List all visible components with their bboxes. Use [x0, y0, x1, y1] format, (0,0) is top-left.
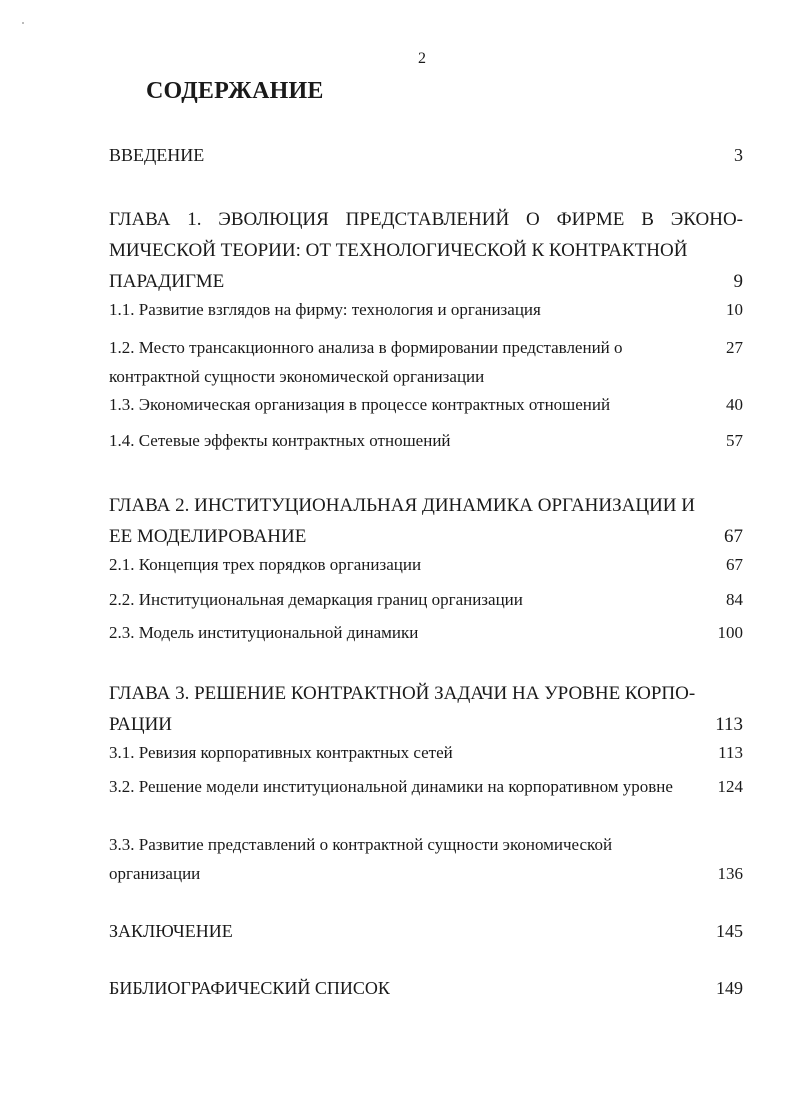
toc-entry-page: 145: [716, 921, 743, 941]
toc-chapter-label: ГЛАВА 1. ЭВОЛЮЦИЯ ПРЕДСТАВЛЕНИЙ О ФИРМЕ В ЭКОНО-МИЧЕСКОЙ ТЕОРИИ: ОТ ТЕХНОЛОГИЧЕСКОЙ К КОНТРАКТНОЙ: [109, 209, 743, 261]
toc-section-1-2[interactable]: [109, 333, 743, 391]
toc-entry-page: 149: [716, 978, 743, 998]
toc-section-3-2[interactable]: [109, 772, 743, 801]
toc-section-label: 1.1. Развитие взглядов на фирму: технология и организация: [109, 300, 541, 319]
toc-section-label: 3.2. Решение модели институциональной динамики на корпоративном уровне: [109, 777, 673, 796]
toc-section-1-4[interactable]: [109, 426, 743, 455]
toc-section-3-1[interactable]: [109, 738, 743, 767]
toc-section-label: 1.4. Сетевые эффекты контрактных отношений: [109, 431, 451, 450]
toc-section-label: 3.3. Развитие представлений о контрактной сущности экономической организации: [109, 835, 613, 883]
toc-section-page: 40: [726, 395, 743, 414]
toc-section-page: 113: [718, 743, 743, 762]
toc-entry-page: 3: [734, 145, 743, 165]
toc-chapter-label-tail: РАЦИИ: [109, 714, 173, 735]
toc-section-label: 2.2. Институциональная демаркация границ организации: [109, 590, 523, 609]
toc-section-label: 2.1. Концепция трех порядков организации: [109, 555, 422, 574]
toc-entry-conclusion[interactable]: [109, 917, 743, 945]
toc-chapter-page: 67: [724, 526, 743, 547]
toc-section-page: 67: [726, 555, 743, 574]
toc-chapter-page: 9: [733, 271, 743, 292]
scan-speck: [22, 22, 24, 24]
toc-entry-bibliography[interactable]: [109, 974, 743, 1002]
toc-section-label: 1.3. Экономическая организация в процессе контрактных отношений: [109, 395, 611, 414]
toc-section-3-3[interactable]: [109, 830, 743, 888]
toc-section-page: 100: [717, 623, 743, 642]
toc-section-1-3[interactable]: [109, 390, 743, 419]
toc-section-1-1[interactable]: [109, 295, 743, 324]
toc-entry-label: ЗАКЛЮЧЕНИЕ: [109, 921, 233, 941]
toc-chapter-label-tail: ЕЕ МОДЕЛИРОВАНИЕ: [109, 526, 307, 547]
toc-section-page: 57: [726, 431, 743, 450]
toc-section-page: 136: [717, 864, 743, 883]
toc-section-label: 2.3. Модель институциональной динамики: [109, 623, 419, 642]
toc-chapter-2[interactable]: [109, 490, 743, 552]
toc-chapter-label: ГЛАВА 3. РЕШЕНИЕ КОНТРАКТНОЙ ЗАДАЧИ НА УРОВНЕ КОРПО-: [109, 683, 696, 704]
toc-entry-intro[interactable]: [109, 141, 743, 169]
toc-section-2-2[interactable]: [109, 585, 743, 614]
toc-section-page: 124: [717, 777, 743, 796]
toc-section-2-1[interactable]: [109, 550, 743, 579]
toc-section-label: 3.1. Ревизия корпоративных контрактных сетей: [109, 743, 453, 762]
page-title: СОДЕРЖАНИЕ: [146, 78, 324, 104]
toc-section-page: 27: [726, 338, 743, 357]
toc-entry-label: БИБЛИОГРАФИЧЕСКИЙ СПИСОК: [109, 978, 390, 998]
toc-entry-label: ВВЕДЕНИЕ: [109, 145, 205, 165]
toc-chapter-label: ГЛАВА 2. ИНСТИТУЦИОНАЛЬНАЯ ДИНАМИКА ОРГАНИЗАЦИИ И: [109, 495, 696, 516]
toc-section-2-3[interactable]: [109, 618, 743, 647]
toc-chapter-3[interactable]: [109, 678, 743, 740]
toc-chapter-1[interactable]: [109, 204, 743, 297]
toc-section-page: 84: [726, 590, 743, 609]
page-number: 2: [418, 50, 426, 67]
toc-section-label: 1.2. Место трансакционного анализа в формировании представлений о контрактной сущности экономической организации: [109, 338, 623, 386]
toc-chapter-label-tail: ПАРАДИГМЕ: [109, 271, 225, 292]
toc-section-page: 10: [726, 300, 743, 319]
toc-chapter-page: 113: [715, 714, 743, 735]
